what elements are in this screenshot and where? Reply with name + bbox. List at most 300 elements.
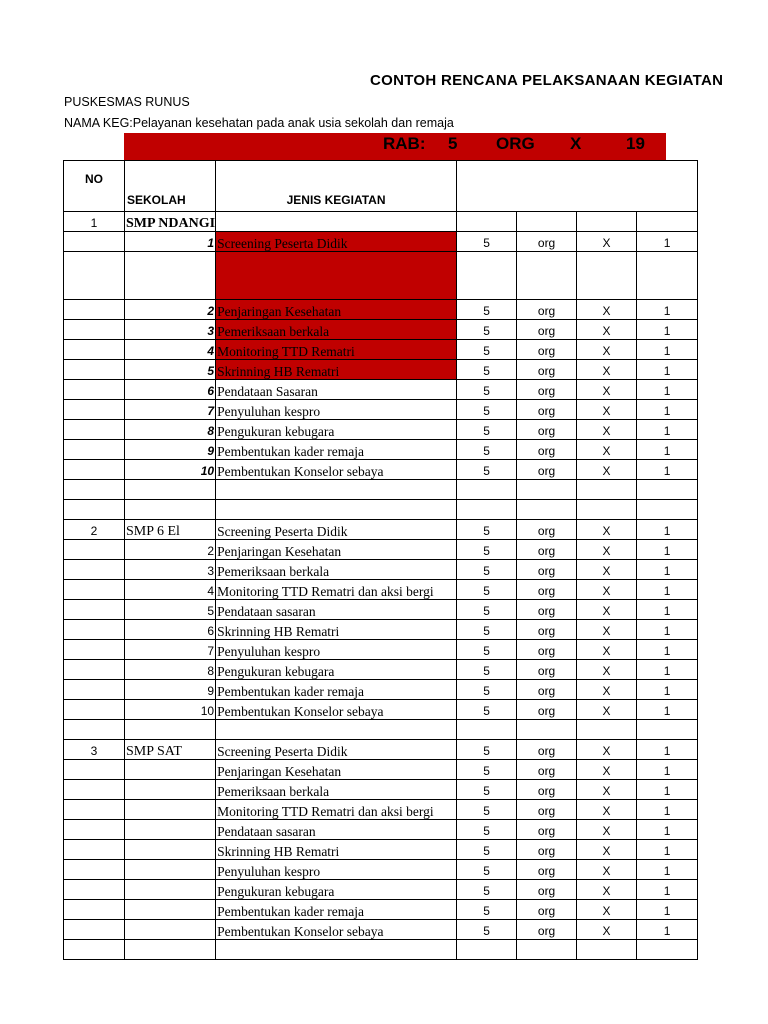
activity-name: Penjaringan Kesehatan [216,300,457,320]
empty-cell [64,840,125,860]
empty-cell [64,940,125,960]
empty-cell [517,940,577,960]
unit-cell: org [517,580,577,600]
qty-cell: 5 [457,640,517,660]
empty-cell [216,720,457,740]
item-number: 4 [125,580,216,600]
times-cell: X [577,880,637,900]
unit-cell: org [517,800,577,820]
activity-name: Pembentukan kader remaja [216,900,457,920]
activity-name: Pendataan Sasaran [216,380,457,400]
blank-row [64,720,698,740]
times-cell: X [577,540,637,560]
empty-cell [64,440,125,460]
col-header-sekolah: SEKOLAH [125,161,216,212]
count-cell: 1 [637,560,698,580]
qty-cell: 5 [457,232,517,252]
times-cell: X [577,740,637,760]
school-name: SMP 6 El [125,520,216,540]
blank-row [64,480,698,500]
item-number [125,800,216,820]
empty-cell [216,212,457,232]
empty-cell [64,360,125,380]
unit-cell: org [517,880,577,900]
qty-cell: 5 [457,540,517,560]
table-row [64,820,698,840]
empty-cell [64,380,125,400]
times-cell: X [577,360,637,380]
table-row [64,460,698,480]
empty-cell [64,460,125,480]
empty-cell [577,500,637,520]
qty-cell: 5 [457,760,517,780]
table-row [64,520,698,540]
qty-cell: 5 [457,440,517,460]
item-number: 7 [125,400,216,420]
item-number [125,860,216,880]
table-row [64,300,698,320]
qty-cell: 5 [457,520,517,540]
empty-cell [577,212,637,232]
activity-name: Penjaringan Kesehatan [216,760,457,780]
unit-cell: org [517,300,577,320]
empty-cell [457,720,517,740]
unit-cell: org [517,660,577,680]
blank-row [64,500,698,520]
table-row [64,780,698,800]
times-cell: X [577,780,637,800]
qty-cell: 5 [457,700,517,720]
empty-cell [457,212,517,232]
item-number [125,920,216,940]
item-number: 6 [125,380,216,400]
count-cell: 1 [637,400,698,420]
empty-cell [637,940,698,960]
qty-cell: 5 [457,420,517,440]
unit-cell: org [517,600,577,620]
item-number: 5 [125,360,216,380]
empty-cell [125,500,216,520]
table-row [64,700,698,720]
count-cell: 1 [637,640,698,660]
table-row [64,760,698,780]
item-number [125,880,216,900]
times-cell: X [577,420,637,440]
item-number: 2 [125,540,216,560]
qty-cell: 5 [457,660,517,680]
activity-name: Pengukuran kebugara [216,880,457,900]
times-cell: X [577,320,637,340]
qty-cell: 5 [457,800,517,820]
empty-cell [64,900,125,920]
activity-name [216,252,457,300]
activity-name: NAMA KEG:Pelayanan kesehatan pada anak usia sekolah dan remaja [64,116,454,130]
count-cell: 1 [637,620,698,640]
empty-cell [637,212,698,232]
table-row [64,560,698,580]
times-cell: X [577,680,637,700]
empty-cell [64,560,125,580]
unit-cell: org [517,900,577,920]
qty-cell: 5 [457,740,517,760]
times-cell: X [577,520,637,540]
times-cell: X [577,600,637,620]
empty-cell [517,212,577,232]
item-number: 3 [125,320,216,340]
times-cell: X [577,460,637,480]
item-number: 4 [125,340,216,360]
count-cell: 1 [637,700,698,720]
count-cell: 1 [637,860,698,880]
empty-cell [216,940,457,960]
empty-cell [64,580,125,600]
activity-name: Pembentukan kader remaja [216,680,457,700]
activity-name: Penyuluhan kespro [216,400,457,420]
times-cell: X [577,300,637,320]
table-row [64,540,698,560]
unit-cell: org [517,560,577,580]
table-row [64,420,698,440]
empty-cell [125,480,216,500]
unit-cell: org [517,400,577,420]
activity-name: Pembentukan kader remaja [216,440,457,460]
times-cell: X [577,340,637,360]
empty-cell [64,720,125,740]
times-cell: X [577,760,637,780]
school-name: SMP SAT [125,740,216,760]
count-cell: 1 [637,780,698,800]
unit-cell: org [517,420,577,440]
item-number: 7 [125,640,216,660]
item-number: 2 [125,300,216,320]
count-cell: 1 [637,232,698,252]
empty-cell [577,940,637,960]
section-number: 2 [64,520,125,540]
activity-table [63,160,698,960]
rab-bar [124,133,666,160]
rab-times: X [570,134,582,153]
unit-cell: org [517,840,577,860]
unit-cell: org [517,820,577,840]
item-number [125,760,216,780]
puskesmas-name: PUSKESMAS RUNUS [64,95,190,109]
unit-cell: org [517,920,577,940]
qty-cell: 5 [457,300,517,320]
count-cell: 1 [637,360,698,380]
count-cell: 1 [637,300,698,320]
count-cell: 1 [637,820,698,840]
document-title: CONTOH RENCANA PELAKSANAAN KEGIATAN [370,72,724,89]
times-cell: X [577,620,637,640]
unit-cell: org [517,520,577,540]
activity-name: Pemeriksaan berkala [216,560,457,580]
qty-cell: 5 [457,840,517,860]
table-row [64,840,698,860]
unit-cell: org [517,740,577,760]
table-row [64,252,698,300]
empty-cell [64,680,125,700]
item-number [125,820,216,840]
section-number: 1 [64,212,125,232]
qty-cell: 5 [457,320,517,340]
qty-cell: 5 [457,680,517,700]
qty-cell: 5 [457,780,517,800]
empty-cell [216,480,457,500]
times-cell: X [577,860,637,880]
table-row [64,360,698,380]
blank-row [64,940,698,960]
count-cell: 1 [637,600,698,620]
table-row [64,900,698,920]
qty-cell: 5 [457,460,517,480]
table-row [64,320,698,340]
count-cell: 1 [637,580,698,600]
times-cell: X [577,580,637,600]
empty-cell [517,500,577,520]
activity-name: Pendataan sasaran [216,820,457,840]
rab-qty: 5 [448,134,458,153]
times-cell: X [577,800,637,820]
unit-cell: org [517,680,577,700]
times-cell: X [577,560,637,580]
count-cell: 1 [637,800,698,820]
empty-cell [64,600,125,620]
school-row [64,212,698,232]
times-cell: X [577,840,637,860]
empty-cell [457,480,517,500]
empty-cell [64,920,125,940]
item-number [125,252,216,300]
unit-cell: org [517,440,577,460]
unit-cell: org [517,620,577,640]
col-header-jenis: JENIS KEGIATAN [216,161,457,212]
table-row [64,400,698,420]
table-row [64,880,698,900]
qty-cell: 5 [457,860,517,880]
count-cell: 1 [637,380,698,400]
activity-name: Pemeriksaan berkala [216,780,457,800]
count-cell: 1 [637,440,698,460]
empty-cell [64,500,125,520]
activity-name: Penyuluhan kespro [216,860,457,880]
unit-cell: org [517,540,577,560]
item-number: 9 [125,680,216,700]
table-row [64,800,698,820]
times-cell: X [577,232,637,252]
table-row [64,660,698,680]
item-number: 1 [125,232,216,252]
activity-name: Screening Peserta Didik [216,232,457,252]
qty-cell: 5 [457,900,517,920]
table-row [64,600,698,620]
times-cell: X [577,900,637,920]
qty-cell: 5 [457,600,517,620]
unit-cell: org [517,700,577,720]
unit-cell: org [517,232,577,252]
empty-cell [457,500,517,520]
count-cell: 1 [637,920,698,940]
table-row [64,620,698,640]
qty-cell [457,252,517,300]
section-number: 3 [64,740,125,760]
activity-name: Skrinning HB Rematri [216,620,457,640]
activity-name: Pembentukan Konselor sebaya [216,460,457,480]
count-cell [637,252,698,300]
count-cell: 1 [637,660,698,680]
table-row [64,580,698,600]
empty-cell [64,820,125,840]
table-row [64,680,698,700]
empty-cell [216,500,457,520]
qty-cell: 5 [457,820,517,840]
empty-cell [517,720,577,740]
table-header-row [64,161,698,212]
empty-cell [64,340,125,360]
times-cell: X [577,400,637,420]
table-row [64,920,698,940]
qty-cell: 5 [457,580,517,600]
empty-cell [64,640,125,660]
activity-name: Skrinning HB Rematri [216,360,457,380]
count-cell: 1 [637,880,698,900]
qty-cell: 5 [457,340,517,360]
count-cell: 1 [637,680,698,700]
times-cell [577,252,637,300]
times-cell: X [577,440,637,460]
activity-name: Penjaringan Kesehatan [216,540,457,560]
empty-cell [64,860,125,880]
unit-cell: org [517,380,577,400]
empty-cell [64,540,125,560]
empty-cell [64,660,125,680]
activity-name: Pembentukan Konselor sebaya [216,700,457,720]
count-cell: 1 [637,460,698,480]
times-cell: X [577,660,637,680]
unit-cell: org [517,320,577,340]
unit-cell: org [517,460,577,480]
count-cell: 1 [637,540,698,560]
qty-cell: 5 [457,400,517,420]
qty-cell: 5 [457,920,517,940]
qty-cell: 5 [457,880,517,900]
count-cell: 1 [637,320,698,340]
item-number: 8 [125,420,216,440]
activity-name: Screening Peserta Didik [216,520,457,540]
empty-cell [64,252,125,300]
table-row [64,440,698,460]
count-cell: 1 [637,840,698,860]
empty-cell [64,780,125,800]
count-cell: 1 [637,900,698,920]
rab-count: 19 [626,134,645,153]
item-number: 10 [125,700,216,720]
col-header-blank [457,161,698,212]
activity-name: Screening Peserta Didik [216,740,457,760]
empty-cell [637,720,698,740]
count-cell: 1 [637,340,698,360]
item-number: 3 [125,560,216,580]
qty-cell: 5 [457,360,517,380]
unit-cell: org [517,860,577,880]
times-cell: X [577,820,637,840]
table-row [64,640,698,660]
count-cell: 1 [637,760,698,780]
table-row [64,340,698,360]
unit-cell: org [517,760,577,780]
empty-cell [457,940,517,960]
count-cell: 1 [637,520,698,540]
item-number: 8 [125,660,216,680]
item-number [125,900,216,920]
unit-cell: org [517,780,577,800]
item-number [125,780,216,800]
item-number: 5 [125,600,216,620]
empty-cell [64,800,125,820]
times-cell: X [577,700,637,720]
qty-cell: 5 [457,380,517,400]
table-row [64,232,698,252]
activity-name: Penyuluhan kespro [216,640,457,660]
empty-cell [64,760,125,780]
empty-cell [637,480,698,500]
table-row [64,740,698,760]
activity-name: Pengukuran kebugara [216,420,457,440]
unit-cell: org [517,340,577,360]
empty-cell [637,500,698,520]
table-row [64,380,698,400]
activity-name: Pengukuran kebugara [216,660,457,680]
times-cell: X [577,380,637,400]
empty-cell [64,480,125,500]
activity-name: Monitoring TTD Rematri dan aksi bergi [216,800,457,820]
unit-cell: org [517,640,577,660]
item-number: 10 [125,460,216,480]
empty-cell [577,480,637,500]
empty-cell [64,880,125,900]
rab-unit: ORG [496,134,535,153]
activity-name: Skrinning HB Rematri [216,840,457,860]
activity-name: Monitoring TTD Rematri [216,340,457,360]
empty-cell [64,300,125,320]
qty-cell: 5 [457,560,517,580]
unit-cell [517,252,577,300]
empty-cell [64,420,125,440]
activity-name: Monitoring TTD Rematri dan aksi bergi [216,580,457,600]
empty-cell [64,700,125,720]
rab-label: RAB: [383,134,426,153]
count-cell: 1 [637,420,698,440]
item-number [125,840,216,860]
empty-cell [64,320,125,340]
col-header-no: NO [64,161,125,212]
activity-name: Pendataan sasaran [216,600,457,620]
qty-cell: 5 [457,620,517,640]
empty-cell [577,720,637,740]
empty-cell [125,940,216,960]
item-number: 9 [125,440,216,460]
empty-cell [125,720,216,740]
item-number: 6 [125,620,216,640]
empty-cell [64,400,125,420]
empty-cell [64,232,125,252]
count-cell: 1 [637,740,698,760]
table-row [64,860,698,880]
activity-name: Pemeriksaan berkala [216,320,457,340]
times-cell: X [577,640,637,660]
activity-name: Pembentukan Konselor sebaya [216,920,457,940]
empty-cell [64,620,125,640]
empty-cell [517,480,577,500]
